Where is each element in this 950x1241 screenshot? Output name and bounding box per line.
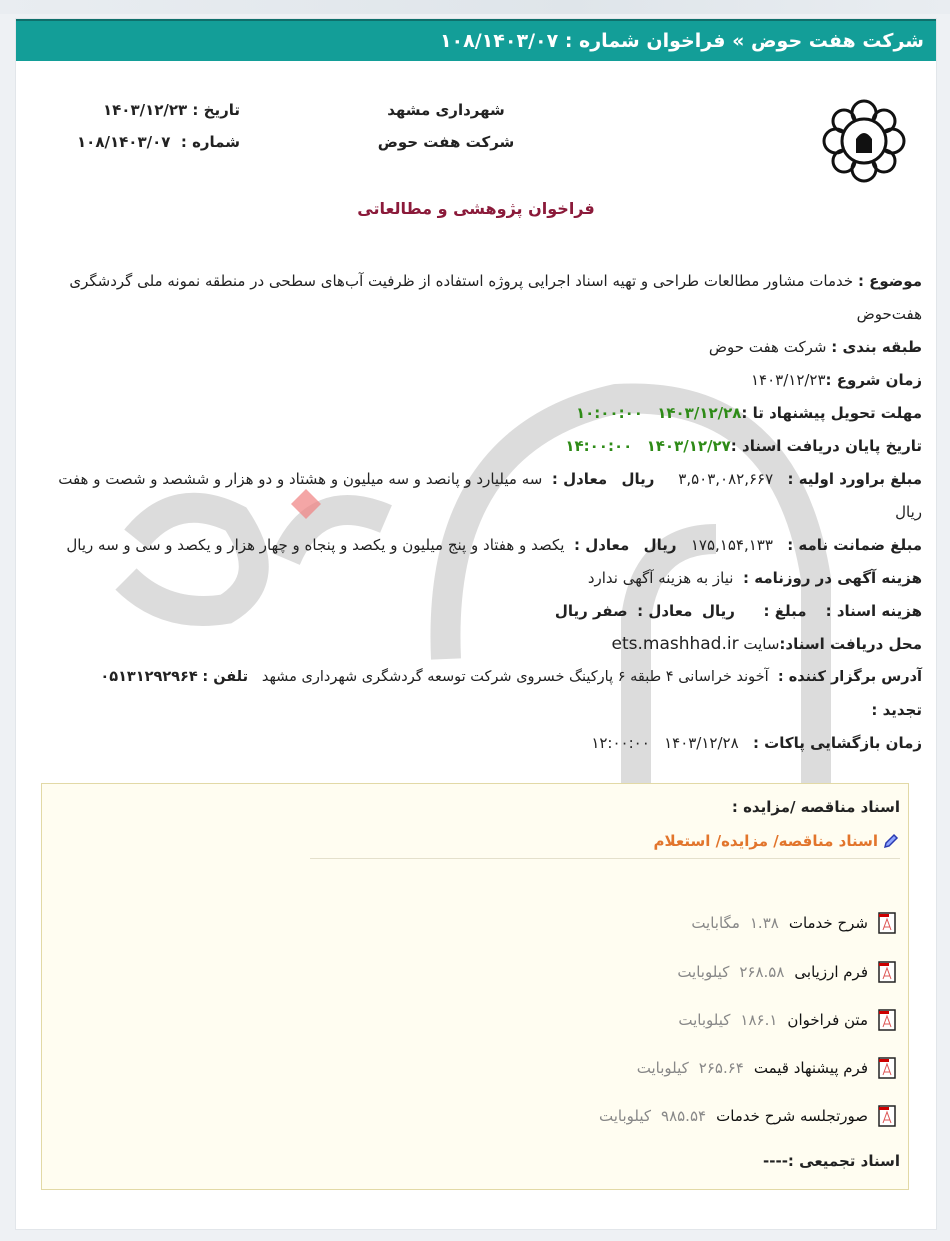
ad-cost-label: هزینه آگهی در روزنامه : xyxy=(743,569,922,587)
date-value: ۱۴۰۳/۱۲/۲۳ xyxy=(102,101,188,119)
phone-label: تلفن : xyxy=(202,669,249,685)
file-name: شرح خدمات xyxy=(788,914,868,932)
page-header: شرکت هفت حوض » فراخوان شماره : ۱۰۸/۱۴۰۳/۰۷ xyxy=(16,19,936,61)
aggregate-docs: اسناد تجمیعی :---- xyxy=(763,1152,900,1170)
deadline-time: ۱۰:۰۰:۰۰ xyxy=(575,404,643,422)
doc-cost-label: هزینه اسناد : xyxy=(825,602,922,620)
pdf-icon xyxy=(878,961,896,983)
doc-cost-words: صفر ریال xyxy=(554,602,628,620)
file-name: صورتجلسه شرح خدمات xyxy=(716,1107,868,1125)
notice-title: فراخوان پژوهشی و مطالعاتی xyxy=(357,199,595,218)
file-item[interactable] xyxy=(677,961,896,983)
file-size: ۱۸۶.۱ xyxy=(740,1011,778,1029)
category-value: شرکت هفت حوض xyxy=(708,338,827,356)
file-item[interactable] xyxy=(637,1057,896,1079)
opening-date: ۱۴۰۳/۱۲/۲۸ xyxy=(664,734,739,752)
start-value: ۱۴۰۳/۱۲/۲۳ xyxy=(750,371,826,389)
file-name: فرم پیشنهاد قیمت xyxy=(753,1059,868,1077)
guarantee-value: ۱۷۵,۱۵۴,۱۳۳ xyxy=(690,536,773,554)
file-unit: مگابایت xyxy=(691,914,740,932)
place-label: محل دریافت اسناد: xyxy=(779,635,922,653)
rial-label: ریال xyxy=(702,602,735,620)
amount-label: مبلغ : xyxy=(763,602,807,620)
file-unit: کیلوبایت xyxy=(598,1107,652,1125)
documents-link[interactable] xyxy=(654,832,901,850)
estimate-label: مبلغ براورد اولیه : xyxy=(787,470,922,488)
equiv-label: معادل : xyxy=(573,536,630,554)
pencil-icon xyxy=(882,832,900,850)
phone-value: ۰۵۱۳۱۲۹۲۹۶۴ xyxy=(100,669,198,685)
address-row xyxy=(42,661,922,694)
ad-cost-value: نیاز به هزینه آگهی ندارد xyxy=(587,569,734,587)
deadline-row xyxy=(42,397,922,430)
equiv-label: معادل : xyxy=(551,470,608,488)
start-row xyxy=(42,364,922,397)
estimate-value: ۳,۵۰۳,۰۸۲,۶۶۷ xyxy=(678,470,774,488)
subject-value: خدمات مشاور مطالعات طراحی و تهیه اسناد اجرایی پروژه استفاده از ظرفیت آب‌های سطحی در منطقه نمونه ملی گردشگری هفت‌حوض xyxy=(69,272,922,323)
doc-end-time: ۱۴:۰۰:۰۰ xyxy=(565,437,633,455)
pdf-icon xyxy=(878,1009,896,1031)
file-item[interactable] xyxy=(691,912,896,934)
date-row xyxy=(50,101,240,119)
address-value: آخوند خراسانی ۴ طبقه ۶ پارکینگ خسروی شرکت توسعه گردشگری شهرداری مشهد xyxy=(261,669,769,685)
file-size: ۲۶۵.۶۴ xyxy=(698,1059,744,1077)
pdf-icon xyxy=(878,912,896,934)
documents-panel xyxy=(41,783,909,1190)
file-size: ۲۶۸.۵۸ xyxy=(739,963,785,981)
place-site-link[interactable]: ets.mashhad.ir xyxy=(611,634,739,654)
file-name: فرم ارزیابی xyxy=(794,963,868,981)
guarantee-words: یکصد و هفتاد و پنج میلیون و یکصد و پنجاه و چهار هزار و یکصد و سی و سه ریال xyxy=(66,536,565,554)
divider xyxy=(310,858,900,859)
date-label: تاریخ : xyxy=(192,101,240,119)
file-item[interactable] xyxy=(678,1009,896,1031)
file-unit: کیلوبایت xyxy=(677,963,730,981)
renewal-row xyxy=(42,694,922,727)
guarantee-row xyxy=(42,529,922,562)
documents-link-label: اسناد مناقصه/ مزایده/ استعلام xyxy=(653,832,878,850)
subject-label: موضوع : xyxy=(857,272,922,290)
opening-time: ۱۲:۰۰:۰۰ xyxy=(591,734,650,752)
estimate-row xyxy=(42,463,922,529)
number-value: ۱۰۸/۱۴۰۳/۰۷ xyxy=(77,133,171,151)
start-label: زمان شروع : xyxy=(825,371,922,389)
file-unit: کیلوبایت xyxy=(678,1011,731,1029)
file-name: متن فراخوان xyxy=(787,1011,868,1029)
place-prefix: سایت xyxy=(743,635,780,653)
doc-end-label: تاریخ پایان دریافت اسناد : xyxy=(730,437,922,455)
top-strip xyxy=(0,0,950,14)
file-size: ۹۸۵.۵۴ xyxy=(661,1107,707,1125)
opening-label: زمان بازگشایی پاکات : xyxy=(752,734,922,752)
documents-heading: اسناد مناقصه /مزایده : xyxy=(731,798,900,816)
doc-end-row xyxy=(42,430,922,463)
doc-end-date: ۱۴۰۳/۱۲/۲۷ xyxy=(646,437,731,455)
deadline-date: ۱۴۰۳/۱۲/۲۸ xyxy=(657,404,742,422)
pdf-icon xyxy=(878,1057,896,1079)
category-row xyxy=(42,331,922,364)
subject-row xyxy=(42,265,922,331)
doc-cost-row xyxy=(42,595,922,628)
file-unit: کیلوبایت xyxy=(636,1059,689,1077)
file-size: ۱.۳۸ xyxy=(749,914,779,932)
guarantee-label: مبلغ ضمانت نامه : xyxy=(787,536,922,554)
rial-label: ریال xyxy=(643,536,677,554)
place-row xyxy=(42,628,922,661)
estimate-words: سه میلیارد و پانصد و سه میلیون و هشتاد و دو هزار و ششصد و شصت و هفت ریال xyxy=(58,470,922,521)
company-name: شرکت هفت حوض xyxy=(377,133,515,151)
org-name: شهرداری مشهد xyxy=(387,101,505,119)
category-label: طبقه بندی : xyxy=(831,338,922,356)
deadline-label: مهلت تحویل پیشنهاد تا : xyxy=(741,404,922,422)
number-label: شماره : xyxy=(180,133,240,151)
equiv-label: معادل : xyxy=(637,602,693,620)
file-item[interactable] xyxy=(599,1105,896,1127)
opening-row xyxy=(42,727,922,760)
number-row xyxy=(50,133,240,151)
rial-label: ریال xyxy=(621,470,655,488)
address-label: آدرس برگزار کننده : xyxy=(777,669,922,685)
renewal-label: تجدید : xyxy=(871,701,922,719)
pdf-icon xyxy=(878,1105,896,1127)
tender-card xyxy=(15,18,937,1230)
mashhad-municipality-logo xyxy=(820,97,908,185)
ad-cost-row xyxy=(42,562,922,595)
notice-body xyxy=(42,265,922,760)
